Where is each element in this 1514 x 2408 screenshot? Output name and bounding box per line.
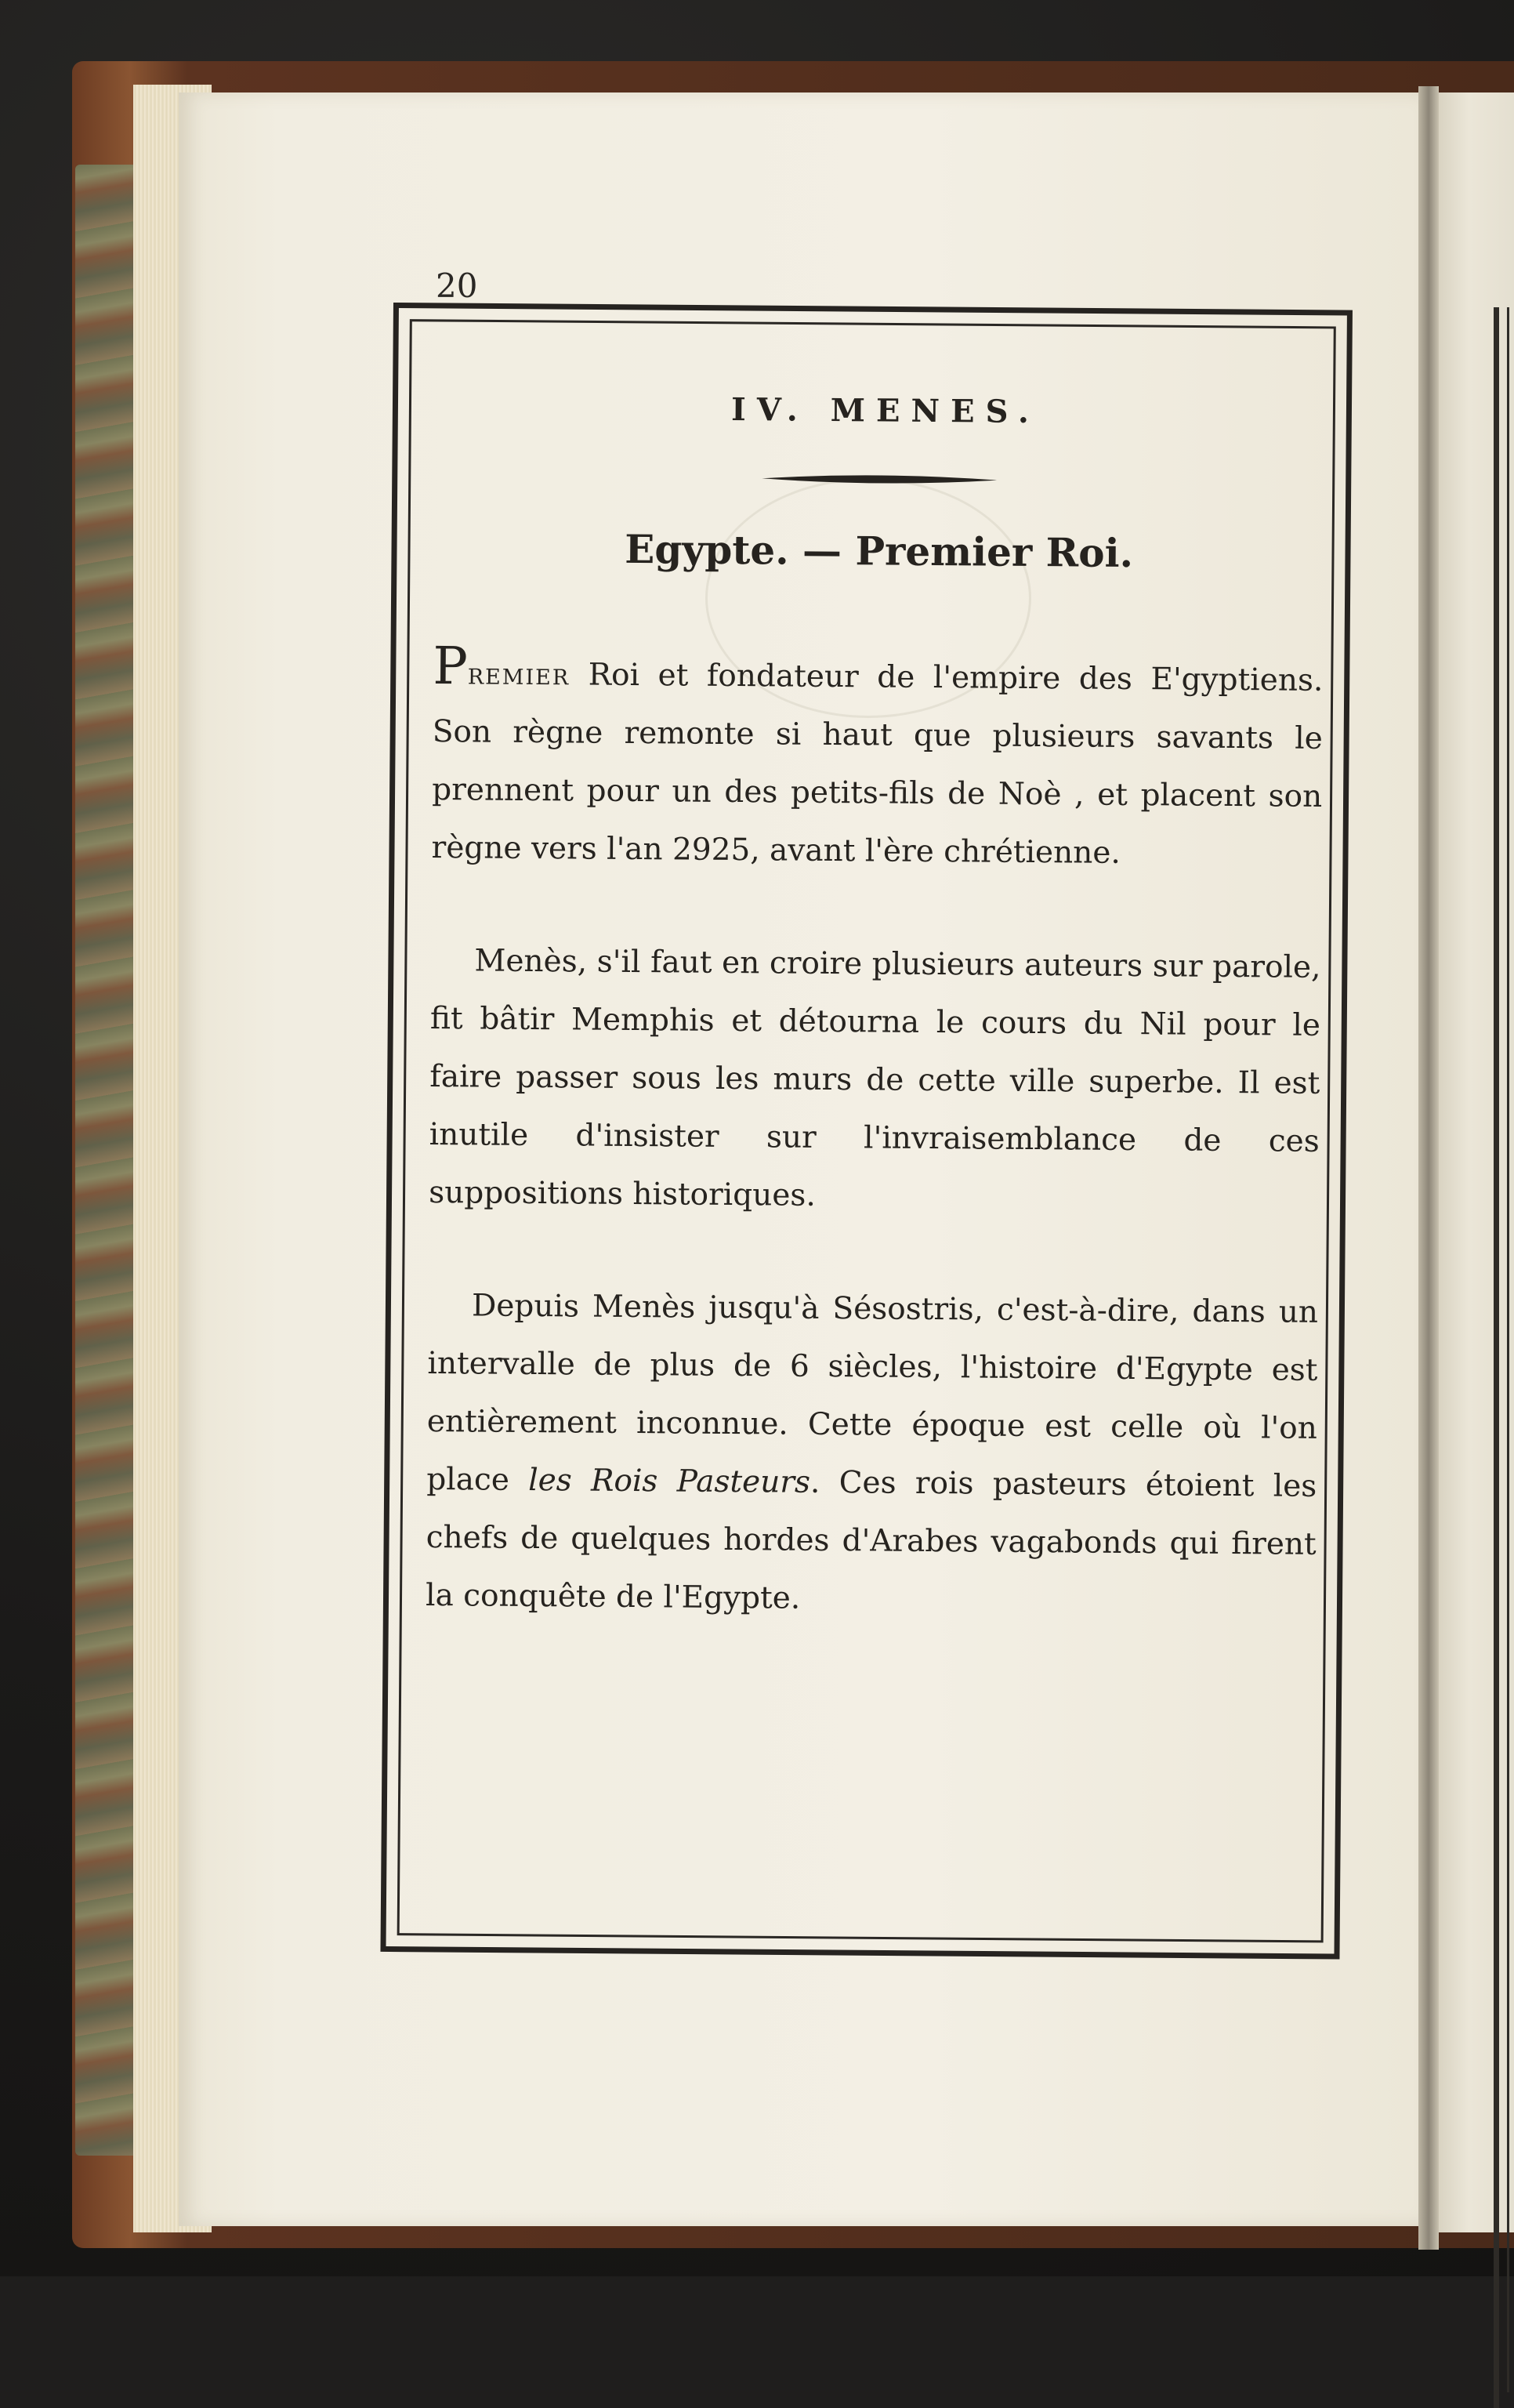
book-gutter <box>1418 86 1439 2250</box>
paragraph-3-emphasis: les Rois Pasteurs <box>528 1462 811 1500</box>
drop-capital: P <box>433 635 469 697</box>
marbled-edge <box>75 165 138 2156</box>
paragraph-1 <box>431 635 1324 884</box>
paragraph-1-smallcaps: remier <box>467 656 570 693</box>
chapter-heading: IV. MENES. <box>730 390 1041 431</box>
paragraph-1-text: Roi et fondateur de l'empire des E'gyptiens. Son règne remonte si haut que plusieurs savants le prennent pour un des petits-fils de Noè , et placent son règne vers l'an 2925, avant l'ère chrétienne. <box>431 657 1324 871</box>
paragraph-3 <box>426 1277 1318 1632</box>
paragraph-3-after: . Ces rois pasteurs étoient les chefs de quelques hordes d'Arabes vagabonds qui firent la conquête de l'Egypte. <box>425 1464 1317 1616</box>
paragraph-3-before: Depuis Menès jusqu'à Sésostris, c'est-à-dire, dans un intervalle de plus de 6 siècles, l'histoire d'Egypte est entièrement inconnue. Cette époque est celle où l'on place <box>426 1288 1319 1498</box>
ornamental-rule <box>762 472 997 486</box>
text-block <box>426 314 1326 1632</box>
page-number: 20 <box>436 267 478 305</box>
paragraph-2: Menès, s'il faut en croire plusieurs auteurs sur parole, fit bâtir Memphis et détourna le cours du Nil pour le faire passer sous les murs de cette ville superbe. Il est inutile d'insister sur l'invraisemblance de ces suppositions historiques. <box>429 943 1321 1213</box>
subheading: Egypte. — Premier Roi. <box>625 525 1134 576</box>
facing-page-frame <box>1494 307 1514 2408</box>
